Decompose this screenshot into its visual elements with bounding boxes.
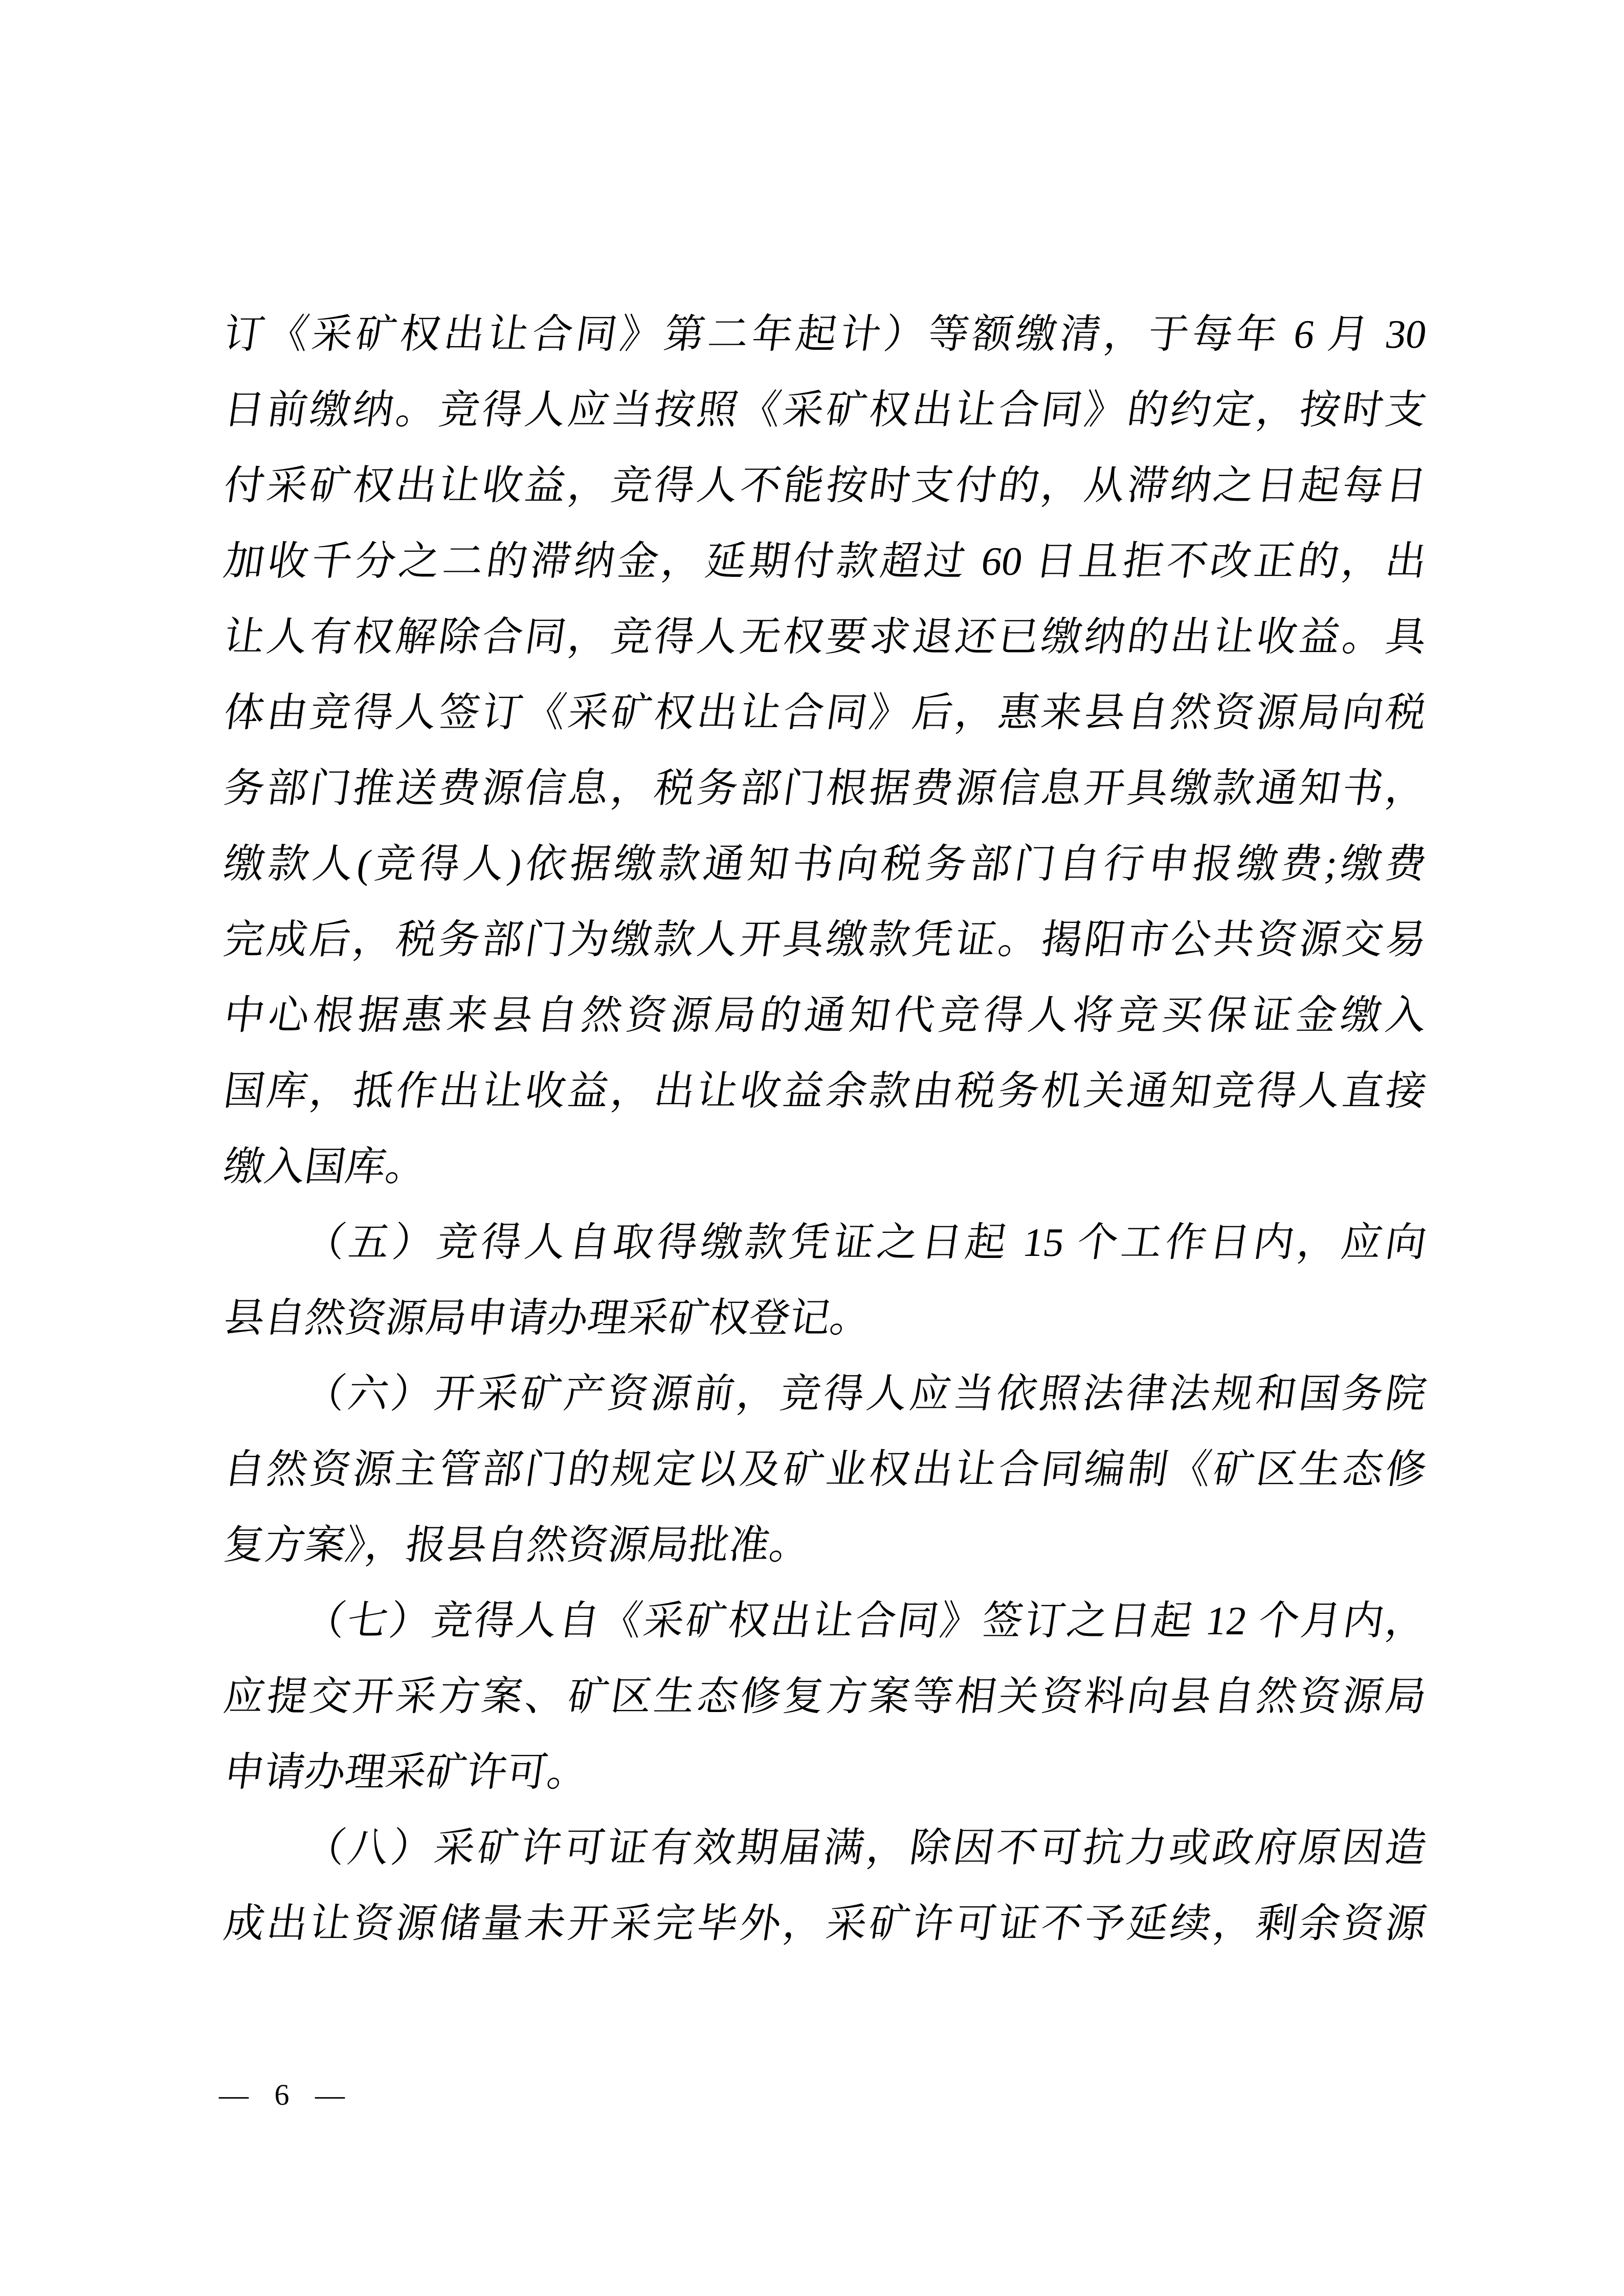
text-line: 应提交开采方案、矿区生态修复方案等相关资料向县自然资源局	[221, 1675, 1430, 1719]
text-line: 日前缴纳。竞得人应当按照《采矿权出让合同》的约定，按时支	[221, 388, 1430, 433]
text-line paragraph-start: （八）采矿许可证有效期届满，除因不可抗力或政府原因造	[302, 1826, 1430, 1871]
text-line: 成出让资源储量未开采完毕外，采矿许可证不予延续，剩余资源	[221, 1902, 1430, 1946]
text-line: 订《采矿权出让合同》第二年起计）等额缴清，于每年 6 月 30	[221, 312, 1430, 357]
text-line: 让人有权解除合同，竞得人无权要求退还已缴纳的出让收益。具	[221, 615, 1430, 660]
text-line: 中心根据惠来县自然资源局的通知代竞得人将竞买保证金缴入	[221, 994, 1430, 1038]
document-body	[221, 297, 1430, 1962]
text-line: 完成后，税务部门为缴款人开具缴款凭证。揭阳市公共资源交易	[221, 918, 1430, 962]
text-line: 加收千分之二的滞纳金，延期付款超过 60 日且拒不改正的，出	[221, 539, 1430, 584]
page-number: — 6 —	[219, 2078, 350, 2111]
text-line: 缴入国库。	[221, 1145, 430, 1189]
text-line: 申请办理采矿许可。	[221, 1750, 591, 1795]
text-line paragraph-start: （七）竞得人自《采矿权出让合同》签订之日起 12 个月内，	[302, 1599, 1430, 1644]
text-line paragraph-start: （六）开采矿产资源前，竞得人应当依照法律法规和国务院	[302, 1372, 1430, 1416]
text-line: 缴款人(竞得人)依据缴款通知书向税务部门自行申报缴费;缴费	[221, 842, 1430, 887]
text-line: 务部门推送费源信息，税务部门根据费源信息开具缴款通知书，	[221, 767, 1430, 811]
text-line: 付采矿权出让收益，竞得人不能按时支付的，从滞纳之日起每日	[221, 464, 1430, 508]
text-line: 县自然资源局申请办理采矿权登记。	[221, 1296, 874, 1341]
text-line: 自然资源主管部门的规定以及矿业权出让合同编制《矿区生态修	[221, 1448, 1430, 1492]
text-line: 体由竞得人签订《采矿权出让合同》后，惠来县自然资源局向税	[221, 691, 1430, 735]
text-line: 复方案》，报县自然资源局批准。	[221, 1523, 813, 1568]
text-line paragraph-start: （五）竞得人自取得缴款凭证之日起 15 个工作日内，应向	[302, 1221, 1430, 1265]
text-line: 国库，抵作出让收益，出让收益余款由税务机关通知竞得人直接	[221, 1069, 1430, 1114]
